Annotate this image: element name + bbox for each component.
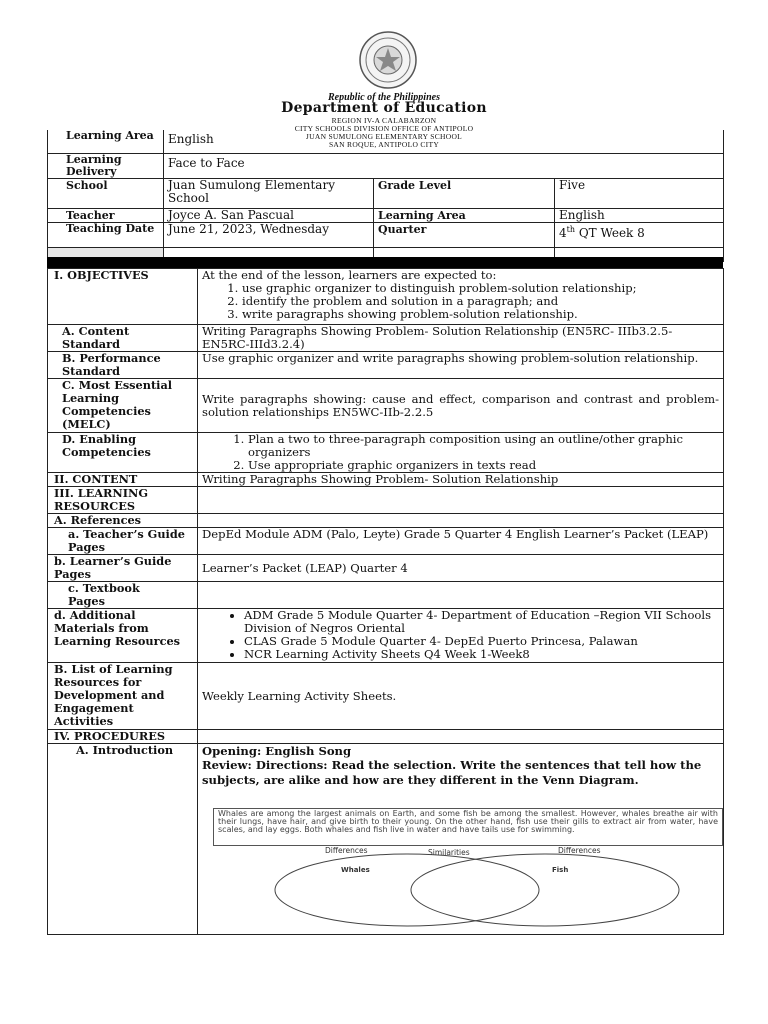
deped-seal-icon — [358, 30, 418, 90]
enabling-label: D. Enabling Competencies — [48, 433, 198, 473]
venn-differences-right-label: Differences — [558, 846, 601, 855]
enabling-item: 2. Use appropriate graphic organizers in texts read — [248, 459, 719, 472]
introduction-label: A. Introduction — [48, 744, 198, 935]
learning-area-label: Learning Area — [48, 130, 164, 153]
enabling-list — [202, 433, 719, 472]
division-text: CITY SCHOOLS DIVISION OFFICE OF ANTIPOLO — [294, 124, 474, 133]
venn-left-circle — [275, 854, 539, 926]
enabling-item: 1. Plan a two to three-paragraph composition using an outline/other graphic organizers — [248, 433, 719, 459]
learning-delivery-value: Face to Face — [164, 153, 724, 178]
content-standard-value: Writing Paragraphs Showing Problem- Solution Relationship (EN5RC- IIIb3.2.5- EN5RC-IIId3.2.4) — [198, 325, 724, 352]
material-item: • ADM Grade 5 Module Quarter 4- Department of Education –Region VII Schools Division of Negros Oriental — [244, 609, 719, 635]
reading-passage-box — [213, 808, 723, 846]
venn-differences-left-label: Differences — [325, 846, 368, 855]
learning-delivery-label: Learning Delivery — [48, 153, 164, 178]
quarter-label: Quarter — [374, 222, 555, 247]
venn-diagram — [270, 852, 710, 932]
learning-area2-value: English — [555, 208, 724, 222]
list-resources-value: Weekly Learning Activity Sheets. — [198, 663, 724, 730]
objectives-cell — [198, 269, 724, 325]
venn-right-circle — [411, 854, 679, 926]
school-address-text: SAN ROQUE, ANTIPOLO CITY — [328, 140, 440, 149]
teaching-date-value: June 21, 2023, Wednesday — [164, 222, 374, 247]
lesson-info-table — [47, 130, 724, 262]
school-value: Juan Sumulong Elementary School — [164, 178, 374, 208]
teacher-value: Joyce A. San Pascual — [164, 208, 374, 222]
learners-guide-value: Learner’s Packet (LEAP) Quarter 4 — [198, 555, 724, 582]
objective-item: 3. write paragraphs showing problem-solution relationship. — [242, 308, 719, 321]
list-resources-label: B. List of Learning Resources for Development and Engagement Activities — [48, 663, 198, 730]
content-label: II. CONTENT — [48, 473, 198, 487]
objectives-label: I. OBJECTIVES — [48, 269, 198, 325]
school-label: School — [48, 178, 164, 208]
performance-standard-value: Use graphic organizer and write paragraphs showing problem-solution relationship. — [198, 352, 724, 379]
section-divider-bar — [47, 257, 723, 268]
content-value: Writing Paragraphs Showing Problem- Solution Relationship — [198, 473, 724, 487]
melc-label: C. Most Essential Learning Competencies (MELC) — [48, 379, 198, 433]
learning-area2-label: Learning Area — [374, 208, 555, 222]
melc-value: Write paragraphs showing: cause and effect, comparison and contrast and problem- solution relationships EN5WC-IIb-2.2.5 — [198, 379, 724, 433]
objectives-intro: At the end of the lesson, learners are expected to: — [202, 268, 497, 282]
teacher-label: Teacher — [48, 208, 164, 222]
learning-area-value: English — [164, 130, 724, 153]
school-name-text: JUAN SUMULONG ELEMENTARY SCHOOL — [305, 132, 463, 141]
quarter-value — [555, 222, 724, 247]
additional-materials-label: d. Additional Materials from Learning Resources — [48, 609, 198, 663]
republic-text: Republic of the Philippines — [328, 92, 440, 103]
material-item: • NCR Learning Activity Sheets Q4 Week 1-Week8 — [244, 648, 719, 661]
review-text: Review: Directions: Read the selection. Write the sentences that tell how the subjects, are alike and how are they different in the Venn Diagram. — [202, 758, 702, 787]
reading-passage-text: Whales are among the largest animals on Earth, and some fish be among the smallest. However, whales breathe air with their lungs, have hair, and give birth to their young. On the other hand, fish use their gills to extract air from water, have scales, and lay eggs. Both whales and fish live in water and have tails use for swimming. — [218, 809, 718, 834]
material-item: • CLAS Grade 5 Module Quarter 4- DepEd Puerto Princesa, Palawan — [244, 635, 719, 648]
quarter-sup: th — [566, 224, 576, 234]
empty-cell — [198, 514, 724, 528]
empty-cell — [198, 730, 724, 744]
learning-resources-label: III. LEARNING RESOURCES — [48, 487, 198, 514]
venn-fish-label: Fish — [552, 866, 569, 874]
teachers-guide-value: DepEd Module ADM (Palo, Leyte) Grade 5 Quarter 4 English Learner’s Packet (LEAP) — [198, 528, 724, 555]
references-label: A. References — [48, 514, 198, 528]
learners-guide-label: b. Learner’s Guide Pages — [48, 555, 198, 582]
objective-item: 1. use graphic organizer to distinguish problem-solution relationship; — [242, 282, 719, 295]
content-standard-label: A. Content Standard — [48, 325, 198, 352]
venn-similarities-label: Similarities — [428, 848, 470, 857]
grade-level-value: Five — [555, 178, 724, 208]
objectives-list — [202, 282, 719, 321]
department-title: Department of Education — [281, 100, 487, 116]
additional-materials-cell — [198, 609, 724, 663]
performance-standard-label: B. Performance Standard — [48, 352, 198, 379]
quarter-rest: QT Week 8 — [575, 225, 645, 240]
teachers-guide-label: a. Teacher’s Guide Pages — [48, 528, 198, 555]
region-text: REGION IV-A CALABARZON — [331, 116, 437, 125]
additional-materials-list — [202, 609, 719, 661]
enabling-cell — [198, 433, 724, 473]
venn-whales-label: Whales — [341, 866, 370, 874]
procedures-label: IV. PROCEDURES — [48, 730, 198, 744]
teaching-date-label: Teaching Date — [48, 222, 164, 247]
objective-item: 2. identify the problem and solution in a paragraph; and — [242, 295, 719, 308]
grade-level-label: Grade Level — [374, 178, 555, 208]
opening-text: Opening: English Song — [202, 744, 352, 758]
textbook-value — [198, 582, 724, 609]
textbook-label: c. Textbook Pages — [48, 582, 198, 609]
quarter-num: 4 — [559, 225, 567, 240]
empty-cell — [198, 487, 724, 514]
